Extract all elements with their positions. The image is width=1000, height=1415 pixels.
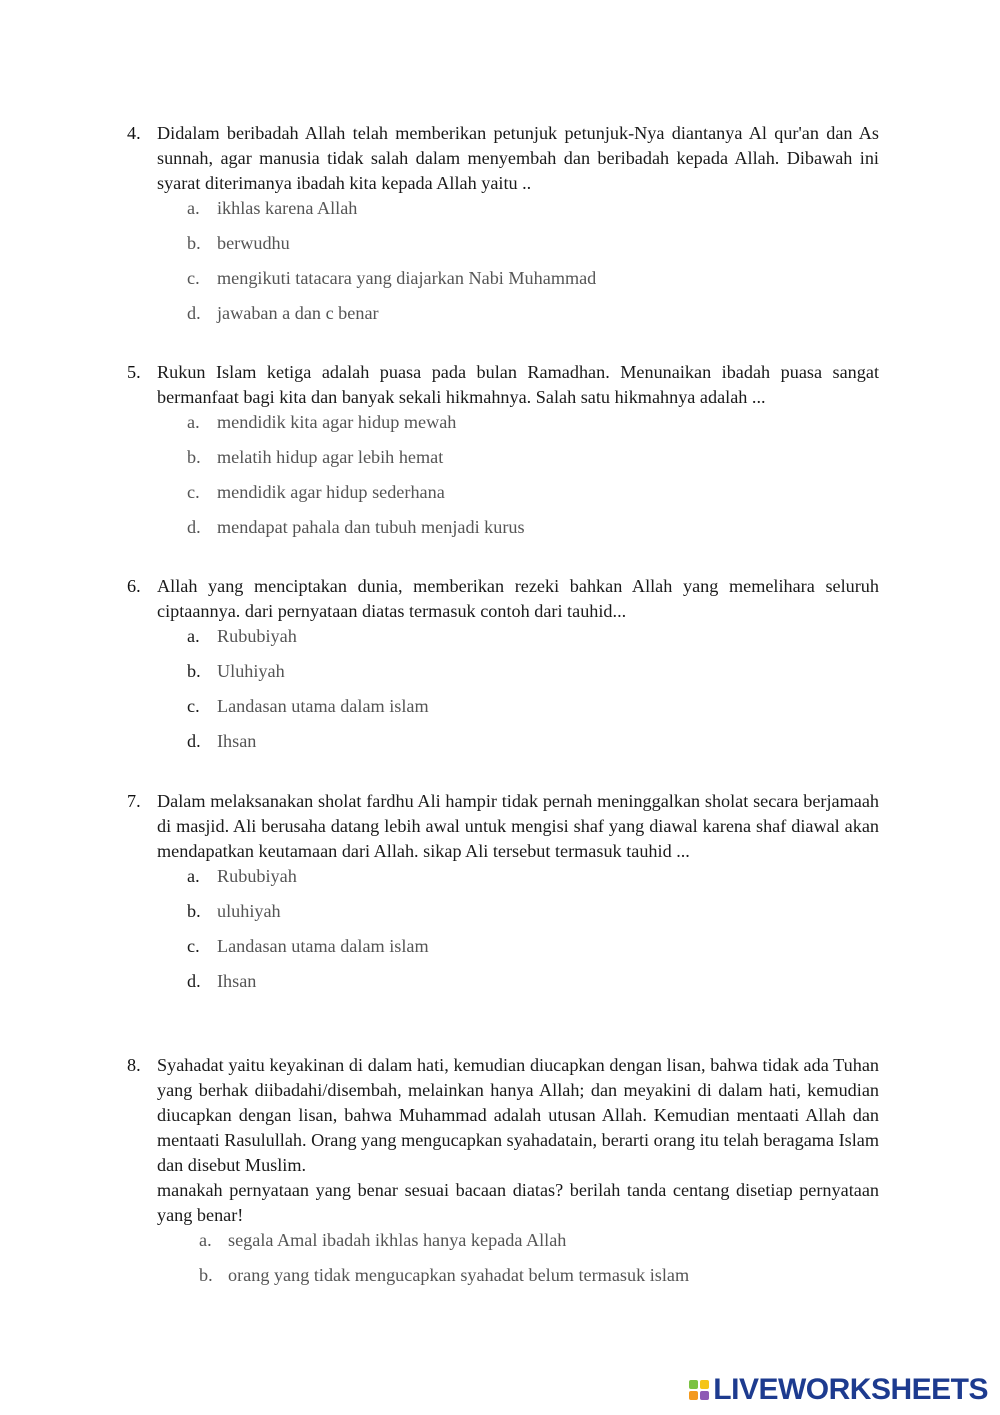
option-text: mendapat pahala dan tubuh menjadi kurus [217, 517, 525, 537]
question-text: Rukun Islam ketiga adalah puasa pada bulan Ramadhan. Menunaikan ibadah puasa sangat bermanfaat bagi kita dan banyak sekali hikmahnya. Salah satu hikmahnya adalah ... [157, 362, 879, 407]
option-d[interactable] [127, 969, 879, 1004]
question-number: 7. [127, 791, 141, 811]
question-number: 4. [127, 123, 141, 143]
option-b[interactable] [127, 659, 879, 694]
question-number: 8. [127, 1055, 141, 1075]
question-7 [127, 789, 879, 1004]
option-letter: b. [199, 1265, 213, 1285]
option-letter: d. [187, 731, 201, 751]
option-letter: a. [187, 866, 200, 886]
option-text: ikhlas karena Allah [217, 198, 358, 218]
option-c[interactable] [127, 694, 879, 729]
option-text: Ihsan [217, 731, 257, 751]
option-text: Landasan utama dalam islam [217, 936, 429, 956]
question-4 [127, 121, 879, 336]
option-a[interactable] [127, 410, 879, 445]
option-d[interactable] [127, 515, 879, 550]
option-list [127, 1228, 879, 1298]
option-list [127, 410, 879, 550]
option-a[interactable] [127, 864, 879, 899]
option-letter: b. [187, 233, 201, 253]
question-8 [127, 1053, 879, 1298]
logo-text: LIVEWORKSHEETS [713, 1373, 988, 1406]
option-text: mengikuti tatacara yang diajarkan Nabi Muhammad [217, 268, 597, 288]
option-list [127, 864, 879, 1004]
option-text: orang yang tidak mengucapkan syahadat belum termasuk islam [228, 1265, 690, 1285]
option-letter: c. [187, 936, 200, 956]
option-c[interactable] [127, 266, 879, 301]
question-text: Syahadat yaitu keyakinan di dalam hati, kemudian diucapkan dengan lisan, bahwa tidak ada Tuhan yang berhak diibadahi/disembah, melainkan hanya Allah; dan meyakini di dalam hati, kemudian diucapkan dengan lisan, bahwa Muhammad adalah utusan Allah. Kemudian mentaati Allah dan mentaati Rasulullah. Orang yang mengucapkan syahadatain, berarti orang itu telah beragama Islam dan disebut Muslim. [157, 1055, 879, 1175]
option-text: Rububiyah [217, 866, 297, 886]
option-letter: a. [187, 626, 200, 646]
option-text: berwudhu [217, 233, 290, 253]
option-c[interactable] [127, 934, 879, 969]
option-text: uluhiyah [217, 901, 281, 921]
option-letter: d. [187, 303, 201, 323]
liveworksheets-logo [689, 1373, 988, 1407]
option-letter: c. [187, 482, 200, 502]
option-letter: c. [187, 696, 200, 716]
option-letter: b. [187, 447, 201, 467]
option-letter: d. [187, 517, 201, 537]
option-d[interactable] [127, 729, 879, 764]
question-5 [127, 360, 879, 550]
option-b[interactable] [127, 1263, 879, 1298]
question-instruction: manakah pernyataan yang benar sesuai bacaan diatas? berilah tanda centang disetiap pernyataan yang benar! [157, 1180, 879, 1225]
option-text: Ihsan [217, 971, 257, 991]
question-text: Didalam beribadah Allah telah memberikan petunjuk petunjuk-Nya diantanya Al qur'an dan As sunnah, agar manusia tidak salah dalam menyembah dan beribadah kepada Allah. Dibawah ini syarat diterimanya ibadah kita kepada Allah yaitu .. [157, 123, 879, 193]
option-a[interactable] [127, 1228, 879, 1263]
question-text: Allah yang menciptakan dunia, memberikan rezeki bahkan Allah yang memelihara seluruh ciptaannya. dari pernyataan diatas termasuk contoh dari tauhid... [157, 576, 879, 621]
option-a[interactable] [127, 196, 879, 231]
option-letter: a. [187, 198, 200, 218]
option-a[interactable] [127, 624, 879, 659]
option-letter: a. [187, 412, 200, 432]
question-6 [127, 574, 879, 764]
logo-square-yellow [700, 1380, 709, 1389]
logo-square-green [689, 1380, 698, 1389]
option-b[interactable] [127, 445, 879, 480]
logo-square-purple [700, 1391, 709, 1400]
question-number: 6. [127, 576, 141, 596]
option-letter: b. [187, 661, 201, 681]
option-list [127, 624, 879, 764]
logo-square-orange [689, 1391, 698, 1400]
option-text: mendidik kita agar hidup mewah [217, 412, 457, 432]
question-text: Dalam melaksanakan sholat fardhu Ali hampir tidak pernah meninggalkan sholat secara berjamaah di masjid. Ali berusaha datang lebih awal untuk mengisi shaf yang diawal karena shaf diawal akan mendapatkan keutamaan dari Allah. sikap Ali tersebut termasuk tauhid ... [157, 791, 879, 861]
option-text: segala Amal ibadah ikhlas hanya kepada Allah [228, 1230, 567, 1250]
logo-mark-icon [689, 1380, 709, 1400]
option-b[interactable] [127, 231, 879, 266]
option-letter: d. [187, 971, 201, 991]
option-text: mendidik agar hidup sederhana [217, 482, 445, 502]
option-d[interactable] [127, 301, 879, 336]
option-b[interactable] [127, 899, 879, 934]
option-letter: b. [187, 901, 201, 921]
option-text: melatih hidup agar lebih hemat [217, 447, 444, 467]
option-text: jawaban a dan c benar [217, 303, 379, 323]
option-list [127, 196, 879, 336]
option-letter: c. [187, 268, 200, 288]
option-text: Landasan utama dalam islam [217, 696, 429, 716]
option-letter: a. [199, 1230, 212, 1250]
option-text: Rububiyah [217, 626, 297, 646]
question-number: 5. [127, 362, 141, 382]
option-text: Uluhiyah [217, 661, 285, 681]
option-c[interactable] [127, 480, 879, 515]
